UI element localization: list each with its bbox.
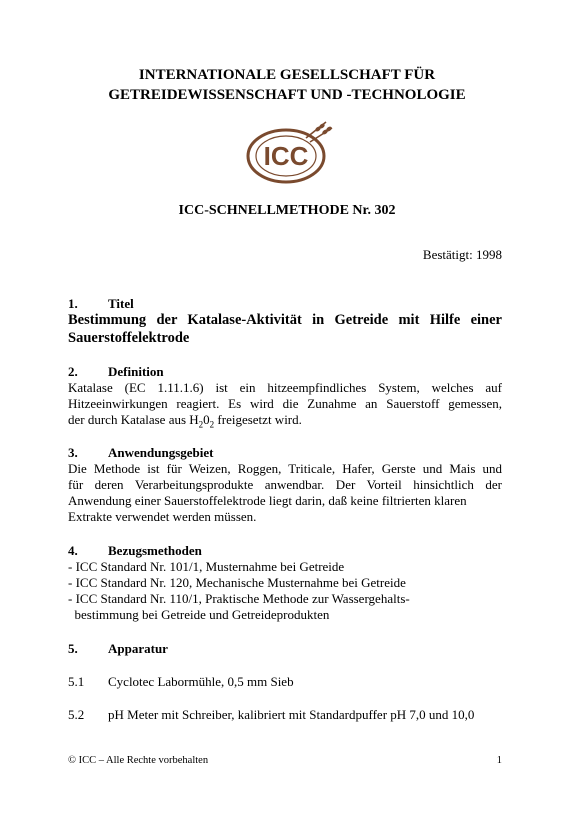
subsection-text: pH Meter mit Schreiber, kalibriert mit Standardpuffer pH 7,0 und 10,0 [108, 707, 475, 722]
subsection-number: 5.1 [68, 674, 85, 689]
reference-item: - ICC Standard Nr. 120, Mechanische Musternahme bei Getreide [68, 575, 406, 590]
section-2-line3-pre: der durch Katalase aus H [68, 412, 199, 427]
org-name-line2: GETREIDEWISSENSCHAFT UND -TECHNOLOGIE [108, 87, 466, 103]
footer-page-number: 1 [496, 755, 502, 766]
section-2-line3 [68, 412, 302, 430]
section-2-line1: Katalase (EC 1.11.1.6) ist ein hitzeempfindliches System, welches auf [68, 380, 502, 395]
reference-item: bestimmung bei Getreide und Getreideprodukten [68, 607, 330, 622]
section-3-line4: Extrakte verwendet werden müssen. [68, 509, 257, 524]
section-2-line3-mid: 0 [203, 412, 210, 427]
method-title: ICC-SCHNELLMETHODE Nr. 302 [178, 203, 396, 218]
section-1-body-line1: Bestimmung der Katalase-Aktivität in Getreide mit Hilfe einer [68, 312, 502, 328]
footer-copyright: © ICC – Alle Rechte vorbehalten [68, 755, 209, 766]
reference-item: - ICC Standard Nr. 110/1, Praktische Methode zur Wassergehalts- [68, 591, 410, 606]
section-1-title: Titel [108, 296, 134, 311]
section-3-line1: Die Methode ist für Weizen, Roggen, Triticale, Hafer, Gerste und Mais und [68, 461, 502, 476]
section-4-title: Bezugsmethoden [108, 543, 202, 558]
subsection-text: Cyclotec Labormühle, 0,5 mm Sieb [108, 674, 294, 689]
section-2-line2: Hitzeeinwirkungen reagiert. Es wird die Zunahme an Sauerstoff gemessen, [68, 396, 502, 411]
subscript-2b: 2 [209, 419, 215, 430]
section-5-number: 5. [68, 641, 78, 656]
section-1-number: 1. [68, 296, 78, 311]
subscript-2a: 2 [198, 419, 204, 430]
section-3-line3: Anwendung einer Sauerstoffelektrode liegt darin, daß keine filtrierten klaren [68, 493, 467, 508]
section-1-body-line2: Sauerstoffelektrode [68, 330, 190, 346]
section-3-line2: für deren Verarbeitungsprodukte anwendbar. Der Vorteil hinsichtlich der [68, 477, 502, 492]
reference-item: - ICC Standard Nr. 101/1, Musternahme bei Getreide [68, 559, 345, 574]
section-2-number: 2. [68, 364, 78, 379]
section-3-title: Anwendungsgebiet [108, 445, 214, 460]
logo-text: ICC [263, 141, 309, 171]
subsection-number: 5.2 [68, 707, 85, 722]
icc-logo [240, 120, 336, 191]
section-2-title: Definition [108, 364, 164, 379]
section-4-number: 4. [68, 543, 78, 558]
org-name-line1: INTERNATIONALE GESELLSCHAFT FÜR [138, 67, 436, 83]
confirmed-date: Bestätigt: 1998 [422, 247, 502, 262]
icc-logo-graphic [240, 120, 336, 186]
section-3-number: 3. [68, 445, 78, 460]
section-5-title: Apparatur [108, 641, 168, 656]
section-2-line3-post: freigesetzt wird. [214, 412, 302, 427]
